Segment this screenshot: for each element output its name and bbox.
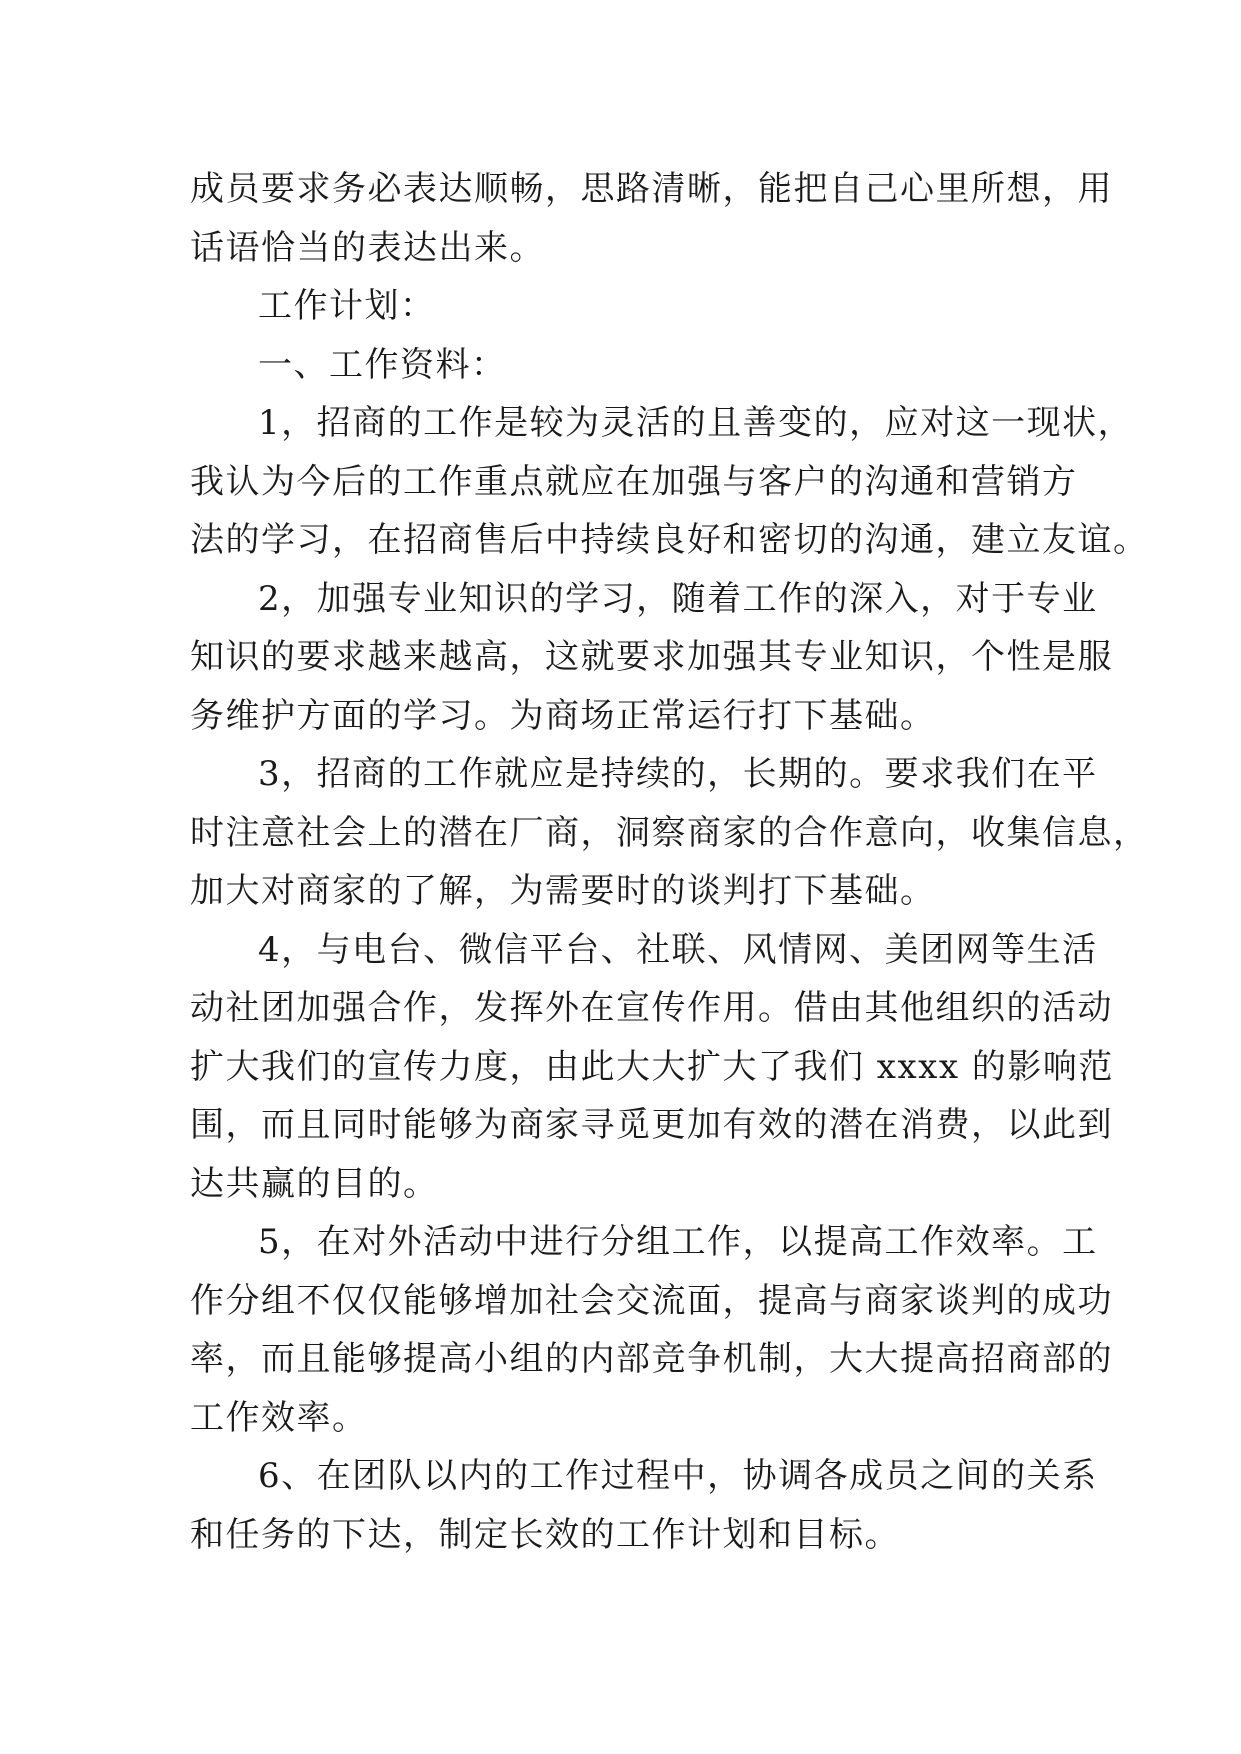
paragraph-continuation (190, 160, 1113, 277)
paragraph-item-2 (190, 570, 1113, 746)
text-line: 6、在团队以内的工作过程中，协调各成员之间的关系 (258, 1456, 1098, 1496)
text-line: 知识的要求越来越高，这就要求加强其专业知识，个性是服 (190, 637, 1113, 677)
text-line: 法的学习，在招商售后中持续良好和密切的沟通，建立友谊。 (190, 520, 1149, 560)
text-line: 成员要求务必表达顺畅，思路清晰，能把自己心里所想，用 (190, 169, 1113, 209)
text-line: 时注意社会上的潜在厂商，洞察商家的合作意向，收集信息， (190, 812, 1149, 853)
text-line: 工作计划： (258, 286, 436, 326)
paragraph-item-5 (190, 1213, 1113, 1447)
paragraph-item-1 (190, 394, 1149, 570)
text-line: 率，而且能够提高小组的内部竞争机制，大大提高招商部的 (190, 1339, 1113, 1379)
section-heading-work-plan (190, 277, 1060, 336)
text-line: 加大对商家的了解，为需要时的谈判打下基础。 (190, 871, 936, 911)
text-line: 工作效率。 (190, 1397, 368, 1438)
text-line: 4，与电台、微信平台、社联、风情网、美团网等生活 (258, 929, 1098, 970)
text-line: 达共赢的目的。 (190, 1163, 439, 1204)
text-line: 动社团加强合作，发挥外在宣传作用。借由其他组织的活动 (190, 988, 1113, 1028)
section-heading-work-content (190, 336, 1060, 395)
text-line: 围，而且同时能够为商家寻觅更加有效的潜在消费，以此到 (190, 1105, 1113, 1145)
text-line: 3，招商的工作就应是持续的，长期的。要求我们在平 (258, 754, 1098, 794)
paragraph-item-4 (190, 921, 1114, 1214)
paragraph-item-3 (190, 745, 1149, 921)
text-line: 1，招商的工作是较为灵活的且善变的，应对这一现状， (258, 403, 1134, 443)
text-line: 务维护方面的学习。为商场正常运行打下基础。 (190, 695, 936, 736)
text-line: 扩大我们的宣传力度，由此大大扩大了我们 xxxx 的影响范 (190, 1046, 1114, 1087)
text-line: 5，在对外活动中进行分组工作，以提高工作效率。工 (258, 1222, 1098, 1262)
text-line: 和任务的下达，制定长效的工作计划和目标。 (190, 1514, 900, 1555)
paragraph-item-6 (190, 1447, 1098, 1564)
text-line: 我认为今后的工作重点就应在加强与客户的沟通和营销方 (190, 461, 1078, 502)
text-line: 话语恰当的表达出来。 (190, 227, 545, 268)
document-body (190, 160, 1149, 1564)
text-line: 一、工作资料： (258, 344, 507, 385)
text-line: 2，加强专业知识的学习，随着工作的深入，对于专业 (258, 578, 1098, 619)
text-line: 作分组不仅仅能够增加社会交流面，提高与商家谈判的成功 (190, 1280, 1113, 1321)
